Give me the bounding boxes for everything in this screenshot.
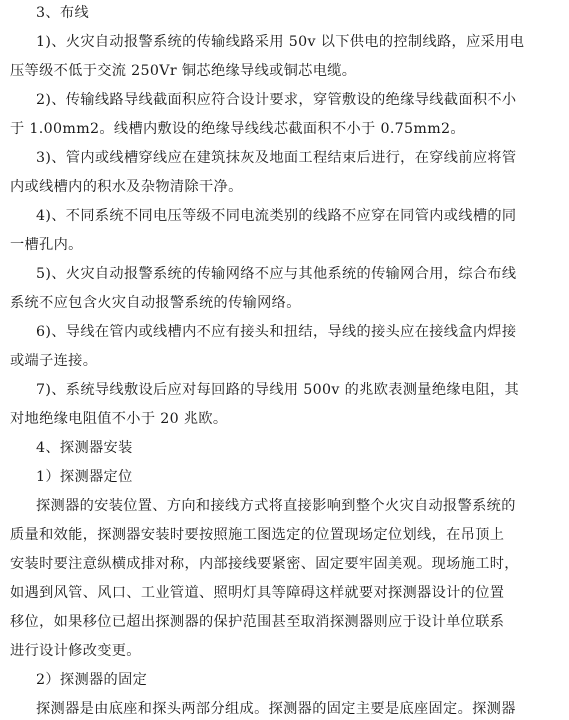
wiring-item-7-line-2: 对地绝缘电阻值不小于 20 兆欧。 bbox=[10, 411, 228, 427]
wiring-item-4-line-2: 一槽孔内。 bbox=[10, 237, 83, 253]
wiring-item-6-line-1: 6)、导线在管内或线槽内不应有接头和扭结，导线的接头应在接线盒内焊接 bbox=[36, 324, 517, 340]
wiring-item-1-line-2: 压等级不低于交流 250Vr 铜芯绝缘导线或铜芯电缆。 bbox=[10, 63, 357, 79]
fixing-paragraph-line-1: 探测器是由底座和探头两部分组成。探测器的固定主要是底座固定。探测器 bbox=[36, 701, 516, 717]
wiring-item-6-line-2: 或端子连接。 bbox=[10, 353, 98, 369]
subheading-detector-positioning: 1）探测器定位 bbox=[36, 469, 133, 485]
wiring-item-2-line-1: 2)、传输线路导线截面积应符合设计要求，穿管敷设的绝缘导线截面积不小 bbox=[36, 92, 517, 108]
wiring-item-2-line-2: 于 1.00mm2。线槽内敷设的绝缘导线线芯截面积不小于 0.75mm2。 bbox=[10, 121, 465, 137]
positioning-paragraph-line-1: 探测器的安装位置、方向和接线方式将直接影响到整个火灾自动报警系统的 bbox=[36, 498, 516, 514]
section-heading-detector-install: 4、探测器安装 bbox=[36, 440, 133, 456]
wiring-item-5-line-1: 5)、火灾自动报警系统的传输网络不应与其他系统的传输网合用，综合布线 bbox=[36, 266, 517, 282]
section-heading-wiring: 3、布线 bbox=[36, 5, 89, 21]
wiring-item-3-line-2: 内或线槽内的积水及杂物清除干净。 bbox=[10, 179, 243, 195]
positioning-paragraph-line-6: 进行设计修改变更。 bbox=[10, 643, 141, 659]
positioning-paragraph-line-5: 移位，如果移位已超出探测器的保护范围甚至取消探测器则应于设计单位联系 bbox=[10, 614, 505, 630]
subheading-detector-fixing: 2）探测器的固定 bbox=[36, 672, 148, 688]
positioning-paragraph-line-3: 安装时要注意纵横成排对称，内部接线要紧密、固定要牢固美观。现场施工时， bbox=[10, 556, 519, 572]
positioning-paragraph-line-2: 质量和效能，探测器安装时要按照施工图选定的位置现场定位划线，在吊顶上 bbox=[10, 527, 505, 543]
wiring-item-1-line-1: 1)、火灾自动报警系统的传输线路采用 50v 以下供电的控制线路，应采用电 bbox=[36, 34, 525, 50]
wiring-item-3-line-1: 3)、管内或线槽穿线应在建筑抹灰及地面工程结束后进行，在穿线前应将管 bbox=[36, 150, 517, 166]
wiring-item-5-line-2: 系统不应包含火灾自动报警系统的传输网络。 bbox=[10, 295, 301, 311]
positioning-paragraph-line-4: 如遇到风管、风口、工业管道、照明灯具等障碍这样就要对探测器设计的位置 bbox=[10, 585, 505, 601]
wiring-item-7-line-1: 7)、系统导线敷设后应对每回路的导线用 500v 的兆欧表测量绝缘电阻，其 bbox=[36, 382, 520, 398]
wiring-item-4-line-1: 4)、不同系统不同电压等级不同电流类别的线路不应穿在同管内或线槽的同 bbox=[36, 208, 517, 224]
